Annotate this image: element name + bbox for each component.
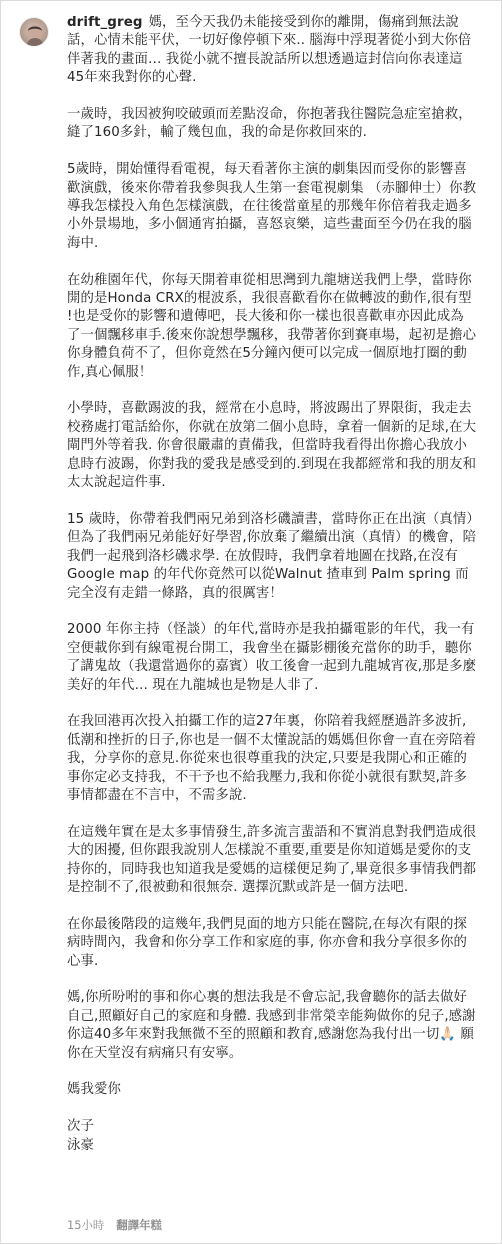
caption-paragraph: 在你最後階段的這幾年,我們見面的地方只能在醫院,在每次有限的探病時間內，我會和你分享工作和家庭的事, 你亦會和我分享很多你的心事. — [67, 916, 467, 969]
caption-paragraph: 2000 年你主持（怪談）的年代,當時亦是我拍攝電影的年代，我一有空便載你到有線電視台開工，我會坐在攝影棚後充當你的助手，聽你了講鬼故（我還當過你的嘉賓）收工後會一起到九龍城宵夜,那是多麼美好的年代… 現在九龍城也是物是人非了. — [67, 622, 477, 693]
signature-line: 次子 — [67, 1119, 94, 1135]
caption-paragraph: 15 歲時，你帶着我們兩兄弟到洛杉磯讀書，當時你正在出演（真情）但為了我們兩兄弟能好好學習,你放棄了繼續出演（真情）的機會，陪我們一起飛到洛杉磯求學. 在放假時，我們拿着地圖在找路,在沒有Google map 的年代你竟然可以從Walnut 揸車到 Palm spring 而完全沒有走錯一條路，真的很厲害！ — [67, 511, 477, 601]
see-translation-button[interactable]: 翻譯年糕 — [116, 1218, 162, 1232]
caption-paragraph: 在幼稚園年代，你每天開着車從相思灣到九龍塘送我們上學，當時你開的是Honda CRX的棍波系，我很喜歡看你在做轉波的動作,很有型 !也是受你的影響和遺傳吧，長大後和你一樣也很喜歡車亦因此成為了一個飄移車手.後來你說想學飄移，我帶著你到賽車場，起初是擔心你身體負荷不了，但你竟然在5分鐘內便可以完成一個原地打圈的動作,真心佩服！ — [67, 272, 477, 380]
username-link[interactable]: drift_greg — [67, 15, 143, 30]
caption-paragraph: 媽,你所吩咐的事和你心裏的想法我是不會忘記,我會聽你的話去做好自己,照顧好自己的家庭和身體. 我感到非常榮幸能夠做你的兒子,感謝你這40多年來對我無微不至的照顧和教育,感謝您為我付出一切🙏🏻 願你在天堂沒有病痛只有安寧。 — [67, 990, 476, 1061]
caption-paragraph: 媽我愛你 — [67, 1082, 121, 1098]
signature-line: 泳豪 — [67, 1137, 94, 1153]
post-caption — [67, 14, 477, 1155]
avatar[interactable] — [19, 17, 49, 47]
post-footer — [67, 1217, 162, 1233]
signature — [67, 1118, 477, 1155]
caption-paragraph: 在這幾年實在是太多事情發生,許多流言蜚語和不實消息對我們造成很大的困擾, 但你跟我說別人怎樣說不重要,重要是你知道媽是愛你的支持你的，同時我也知道我是愛媽的這樣便足夠了,畢竟很多事情我們都是控制不了,很被動和很無奈. 選擇沉默或許是一個方法吧. — [67, 824, 477, 895]
caption-paragraph: 一歲時，我因被狗咬破頭而差點沒命，你抱著我往醫院急症室搶救，縫了160多針，輸了幾包血，我的命是你救回來的. — [67, 107, 472, 141]
caption-text: 媽，至今天我仍未能接受到你的離開，傷痛到無法說話，心情未能平伏，一切好像停頓下來.. 腦海中浮現著從小到大你倍伴著我的畫面… 我從小就不擅長說話所以想透過這封信向你表達這45年來我對你的心聲. — [67, 15, 472, 86]
timestamp[interactable]: 15小時 — [67, 1218, 105, 1232]
caption-paragraph: 在我回港再次投入拍攝工作的這27年裏，你陪着我經歷過許多波折,低潮和挫折的日子,你也是一個不太懂說話的媽媽但你會一直在旁陪着我，分享你的意見.你從來也很尊重我的決定,只要是我開心和正確的事你定必支持我，不干予也不給我壓力,我和你從小就很有默契,許多事情都盡在不言中，不需多說. — [67, 714, 477, 803]
caption-paragraph: 小學時，喜歡踢波的我，經常在小息時，將波踢出了界限街，我走去校務處打電話給你，你就在放第二個小息時，拿着一個新的足球,在大閘門外等着我. 你會很嚴肅的責備我，但當時我看得出你擔心我放小息時冇波踢，你對我的愛我是感受到的.到現在我都經常和我的朋友和太太說起這件事. — [67, 401, 477, 491]
caption-paragraph: 5歲時，開始懂得看電視，每天看著你主演的劇集因而受你的影響喜歡演戲，後來你帶着我參與我人生第一套電視劇集 （赤腳伸士）你教導我怎樣投入角色怎樣演戲，在往後當童星的那幾年你倍着我走過多小外景場地，多小個通宵拍攝，喜怒哀樂，這些畫面至今仍在我的腦海中. — [67, 162, 477, 251]
caption-paragraph — [67, 14, 477, 88]
